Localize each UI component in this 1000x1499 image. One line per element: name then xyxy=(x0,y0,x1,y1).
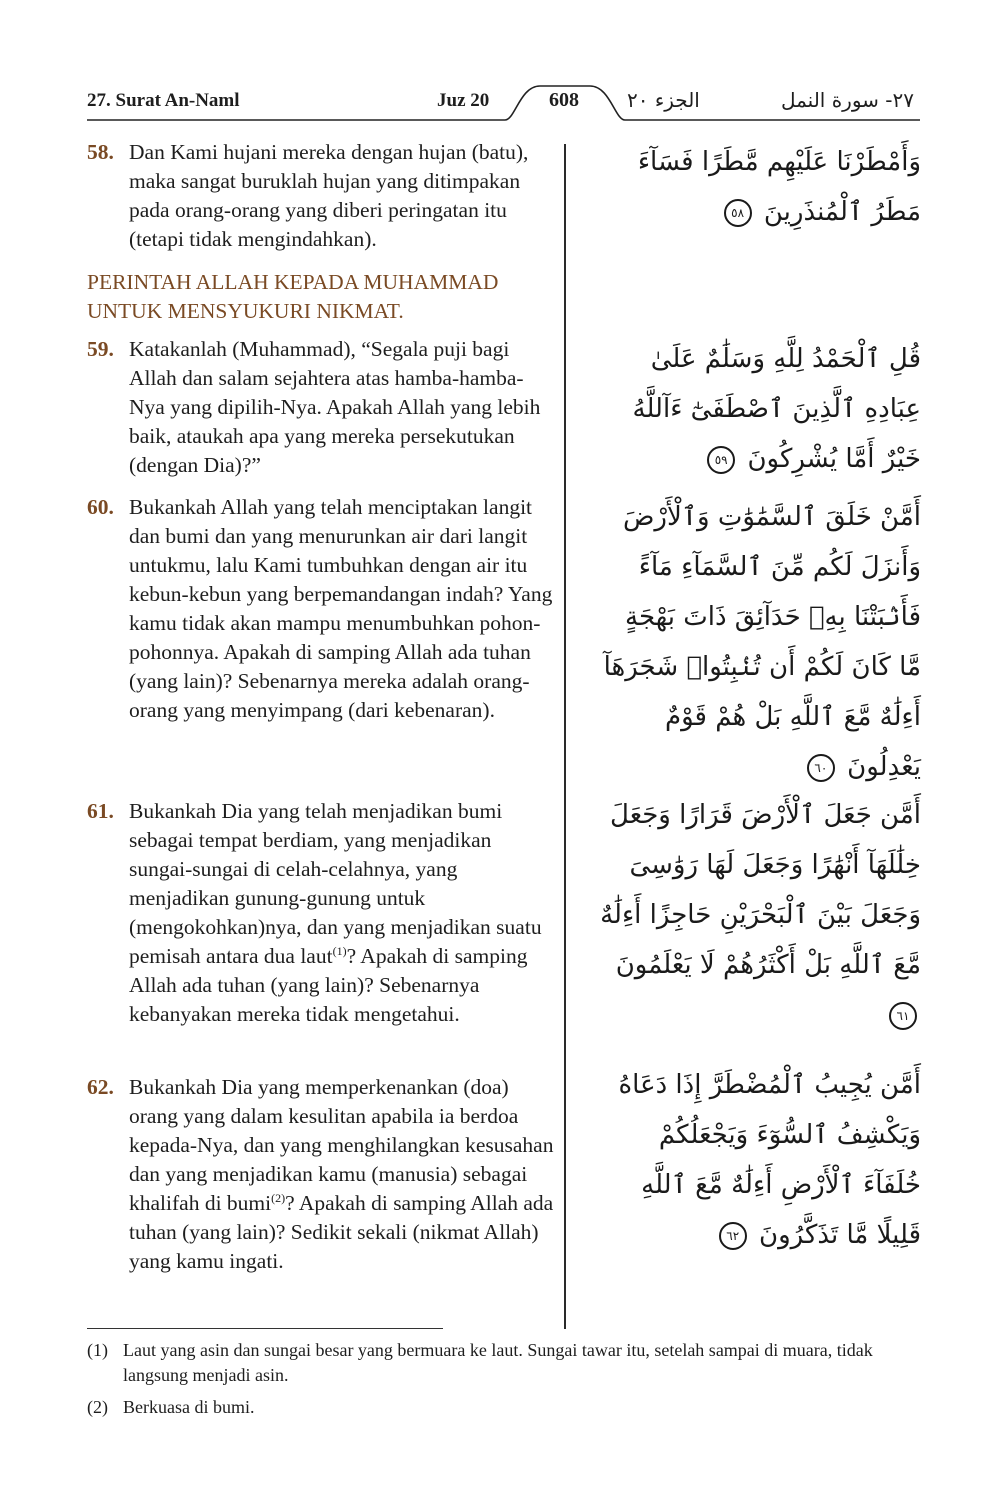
arabic-verse-59 xyxy=(596,334,921,484)
verse-number: 59. xyxy=(87,337,114,361)
footnote-number: (2) xyxy=(87,1397,108,1417)
section-title: PERINTAH ALLAH KEPADA MUHAMMAD UNTUK MENSYUKURI NIKMAT. xyxy=(87,270,499,323)
column-divider xyxy=(564,144,566,1329)
ayah-marker: ٥٩ xyxy=(707,446,735,474)
verse-61 xyxy=(87,797,559,1029)
arabic-text: وَأَمْطَرْنَا عَلَيْهِم مَّطَرًا فَسَآءَ مَطَرُ ٱلْمُنذَرِينَ xyxy=(637,147,921,227)
verse-text-part: ? Apakah di samping Allah ada tuhan (yang lain)? Sebenarnya kebanyakan mereka tidak mengetahui. xyxy=(129,944,528,1026)
footnote-text: Laut yang asin dan sungai besar yang bermuara ke laut. Sungai tawar itu, setelah sampai di muara, tidak langsung menjadi asin. xyxy=(123,1340,873,1385)
ayah-marker: ٥٨ xyxy=(724,199,752,227)
verse-text-part: ? Apakah di samping Allah ada tuhan (yang lain)? Sedikit sekali (nikmat Allah) yang kamu ingati. xyxy=(129,1191,554,1273)
footnote-2 xyxy=(87,1395,917,1420)
verse-text-part: Bukankah Dia yang memperkenankan (doa) orang yang dalam kesulitan apabila ia berdoa kepada-Nya, dan yang menghilangkan kesusahan dan yang menjadikan kamu (manusia) sebagai khalifah di bumi xyxy=(129,1075,554,1215)
juz-label: Juz 20 xyxy=(437,90,490,111)
verse-text xyxy=(129,1073,559,1276)
verse-number: 60. xyxy=(87,495,114,519)
verse-text: Katakanlah (Muhammad), “Segala puji bagi Allah dan salam sejahtera atas hamba-hamba-Nya yang dipilih-Nya. Apakah Allah yang lebih baik, ataukah apa yang mereka persekutukan (dengan Dia)?” xyxy=(129,337,541,477)
surah-label-arabic: ٢٧- سورة النمل xyxy=(780,88,914,112)
verse-text: Dan Kami hujani mereka dengan hujan (batu), maka sangat buruklah hujan yang ditimpakan pada orang-orang yang diberi peringatan itu (tetapi tidak mengindahkan). xyxy=(129,140,529,251)
verse-62 xyxy=(87,1073,559,1276)
footnote-number: (1) xyxy=(87,1340,108,1360)
arabic-text: أَمَّن يُجِيبُ ٱلْمُضْطَرَّ إِذَا دَعَاهُ وَيَكْشِفُ ٱلسُّوٓءَ وَيَجْعَلُكُمْ خُلَفَآءَ ٱلْأَرْضِ أَءِلَٰهٌ مَّعَ ٱللَّهِ قَلِيلًا مَّا تَذَكَّرُونَ xyxy=(618,1070,921,1250)
footnote-ref[interactable]: (2) xyxy=(271,1190,286,1205)
verse-text-part: Bukankah Dia yang telah menjadikan bumi sebagai tempat berdiam, yang menjadikan sungai-sungai di celah-celahnya, yang menjadikan gunung-gunung untuk (mengokohkan)nya, dan yang menjadikan suatu pemisah antara dua laut xyxy=(129,799,542,968)
arabic-verse-58 xyxy=(596,137,921,237)
surah-label: 27. Surat An-Naml xyxy=(87,90,240,111)
arabic-verse-61 xyxy=(596,790,921,1040)
juz-label-arabic: الجزء ٢٠ xyxy=(627,88,700,112)
verse-59 xyxy=(87,335,559,480)
verse-text xyxy=(129,797,559,1029)
verse-number: 61. xyxy=(87,799,114,823)
footnote-text: Berkuasa di bumi. xyxy=(123,1397,255,1417)
ayah-marker: ٦١ xyxy=(889,1002,917,1030)
arabic-text: أَمَّن جَعَلَ ٱلْأَرْضَ قَرَارًا وَجَعَلَ خِلَٰلَهَآ أَنْهَٰرًا وَجَعَلَ لَهَا رَوَٰسِىَ وَجَعَلَ بَيْنَ ٱلْبَحْرَيْنِ حَاجِزًا أَءِلَٰهٌ مَّعَ ٱللَّهِ بَلْ أَكْثَرُهُمْ لَا يَعْلَمُونَ xyxy=(600,800,921,980)
ayah-marker: ٦٠ xyxy=(807,754,835,782)
page-number: 608 xyxy=(549,89,579,111)
arabic-text: قُلِ ٱلْحَمْدُ لِلَّهِ وَسَلَٰمٌ عَلَىٰ عِبَادِهِ ٱلَّذِينَ ٱصْطَفَىٰٓ ءَآللَّهُ خَيْرٌ أَمَّا يُشْرِكُونَ xyxy=(632,344,921,474)
verse-58 xyxy=(87,138,559,254)
ayah-marker: ٦٢ xyxy=(719,1222,747,1250)
arabic-text: أَمَّنْ خَلَقَ ٱلسَّمَٰوَٰتِ وَٱلْأَرْضَ وَأَنزَلَ لَكُم مِّنَ ٱلسَّمَآءِ مَآءً فَأَنۢبَتْنَا بِهِۦ حَدَآئِقَ ذَاتَ بَهْجَةٍ مَّا كَانَ لَكُمْ أَن تُنۢبِتُوا۟ شَجَرَهَآ أَءِلَٰهٌ مَّعَ ٱللَّهِ بَلْ هُمْ قَوْمٌ يَعْدِلُونَ xyxy=(603,502,921,782)
footnote-1 xyxy=(87,1338,917,1388)
footnote-ref[interactable]: (1) xyxy=(332,943,347,958)
arabic-verse-62 xyxy=(596,1060,921,1260)
verse-text: Bukankah Allah yang telah menciptakan langit dan bumi dan yang menurunkan air dari langit untukmu, lalu Kami tumbuhkan dengan air itu kebun-kebun yang berpemandangan indah? Yang kamu tidak akan mampu menumbuhkan pohon-pohonnya. Apakah di samping Allah ada tuhan (yang lain)? Sebenarnya mereka adalah orang-orang yang menyimpang (dari kebenaran). xyxy=(129,495,553,722)
verse-60 xyxy=(87,493,559,725)
verse-number: 62. xyxy=(87,1075,114,1099)
page-header xyxy=(0,0,1000,125)
arabic-verse-60 xyxy=(596,492,921,792)
footnote-rule xyxy=(87,1328,443,1329)
verse-number: 58. xyxy=(87,140,114,164)
